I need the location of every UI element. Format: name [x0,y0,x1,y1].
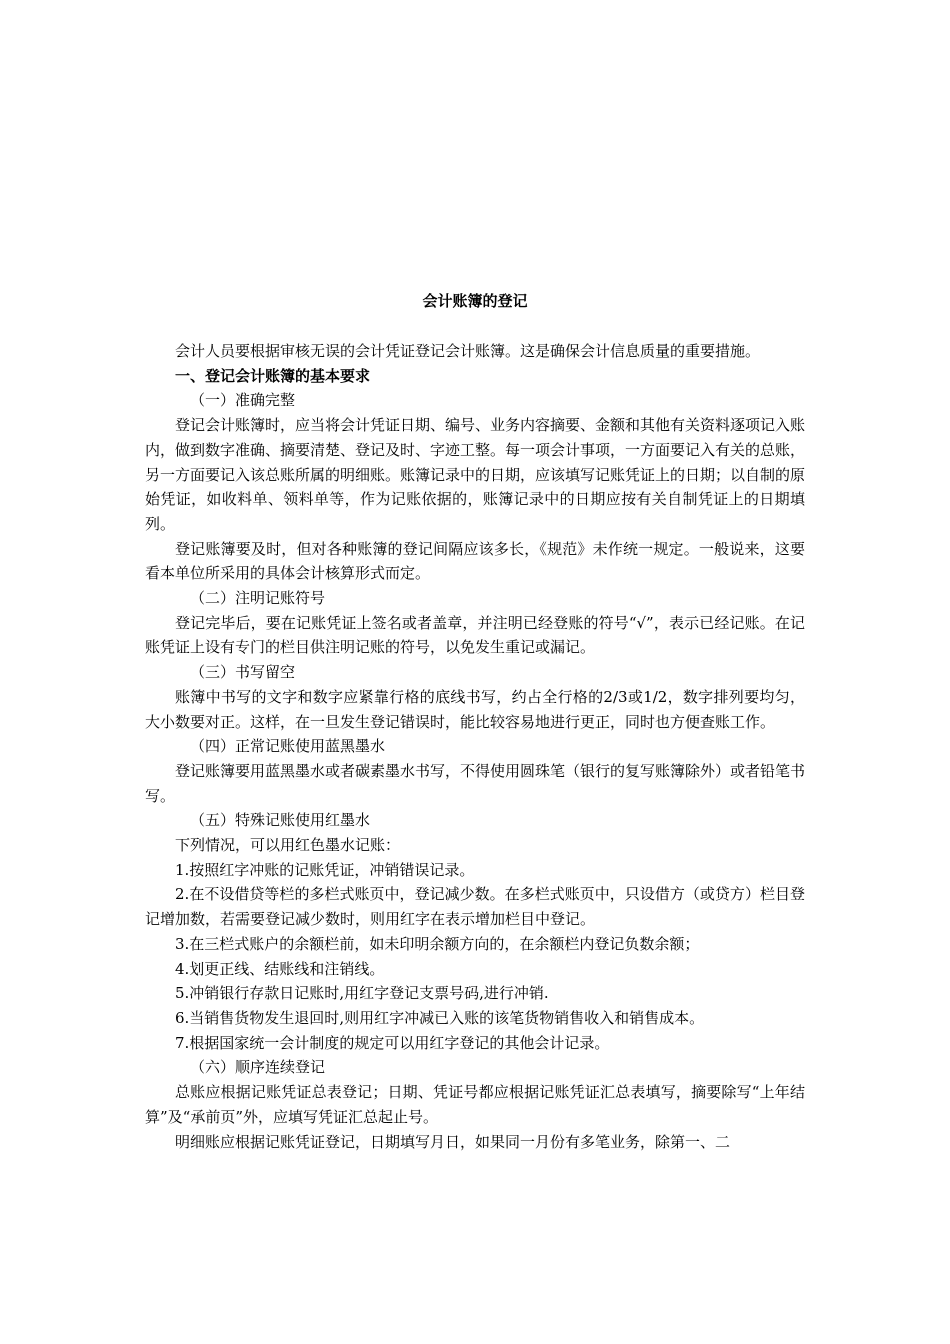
subsection-heading: （二）注明记账符号 [190,589,326,608]
paragraph: 登记完毕后，要在记账凭证上签名或者盖章，并注明已经登账的符号“√”，表示已经记账。在记账凭证上设有专门的栏目供注明记账的符号，以免发生重记或漏记。 [145,613,805,657]
paragraph: 2.在不设借贷等栏的多栏式账页中，登记减少数。在多栏式账页中，只设借方（或贷方）栏目登记增加数，若需要登记减少数时，则用红字在表示增加栏目中登记。 [145,885,805,929]
paragraph: 4.划更正线、结账线和注销线。 [175,959,385,978]
paragraph: 总账应根据记账凭证总表登记；日期、凭证号都应根据记账凭证汇总表填写，摘要除写“上年结算”及“承前页”外，应填写凭证汇总起止号。 [145,1083,805,1126]
subsection-heading: （四）正常记账使用蓝黑墨水 [190,737,386,756]
paragraph: 6.当销售货物发生退回时,则用红字冲减已入账的该笔货物销售收入和销售成本。 [175,1008,705,1027]
paragraph: 3.在三栏式账户的余额栏前，如未印明余额方向的，在余额栏内登记负数余额； [175,934,700,953]
paragraph: 账簿中书写的文字和数字应紧靠行格的底线书写，约占全行格的2/3或1/2，数字排列要均匀，大小数要对正。这样，在一旦发生登记错误时，能比较容易地进行更正，同时也方便查账工作。 [145,687,805,731]
section-heading: 一、登记会计账簿的基本要求 [175,366,371,385]
document-body [145,339,805,1154]
paragraph: 5.冲销银行存款日记账时,用红字登记支票号码,进行冲销. [175,984,549,1003]
paragraph: 下列情况，可以用红色墨水记账： [175,836,401,855]
paragraph: 明细账应根据记账凭证登记，日期填写月日，如果同一月份有多笔业务，除第一、二 [175,1132,731,1151]
subsection-heading: （一）准确完整 [190,391,296,410]
subsection-heading: （五）特殊记账使用红墨水 [190,811,371,830]
paragraph: 会计人员要根据审核无误的会计凭证登记会计账簿。这是确保会计信息质量的重要措施。 [175,342,761,360]
paragraph: 1.按照红字冲账的记账凭证，冲销错误记录。 [175,860,475,879]
paragraph: 登记账簿要及时，但对各种账簿的登记间隔应该多长，《规范》未作统一规定。一般说来，这要看本单位所采用的具体会计核算形式而定。 [145,539,805,583]
paragraph: 登记账簿要用蓝黑墨水或者碳素墨水书写，不得使用圆珠笔（银行的复写账簿除外）或者铅笔书写。 [145,761,806,805]
document-title: 会计账簿的登记 [422,292,528,310]
document-page [145,291,805,1154]
paragraph: 登记会计账簿时，应当将会计凭证日期、编号、业务内容摘要、金额和其他有关资料逐项记入账内，做到数字准确、摘要清楚、登记及时、字迹工整。每一项会计事项，一方面要记入有关的总账，另一方面要记入该总账所属的明细账。账簿记录中的日期，应该填写记账凭证上的日期；以自制的原始凭证，如收料单、领料单等，作为记账依据的，账簿记录中的日期应按有关自制凭证上的日期填列。 [145,416,806,533]
paragraph: 7.根据国家统一会计制度的规定可以用红字登记的其他会计记录。 [175,1033,610,1052]
subsection-heading: （六）顺序连续登记 [190,1058,326,1077]
subsection-heading: （三）书写留空 [190,663,296,682]
